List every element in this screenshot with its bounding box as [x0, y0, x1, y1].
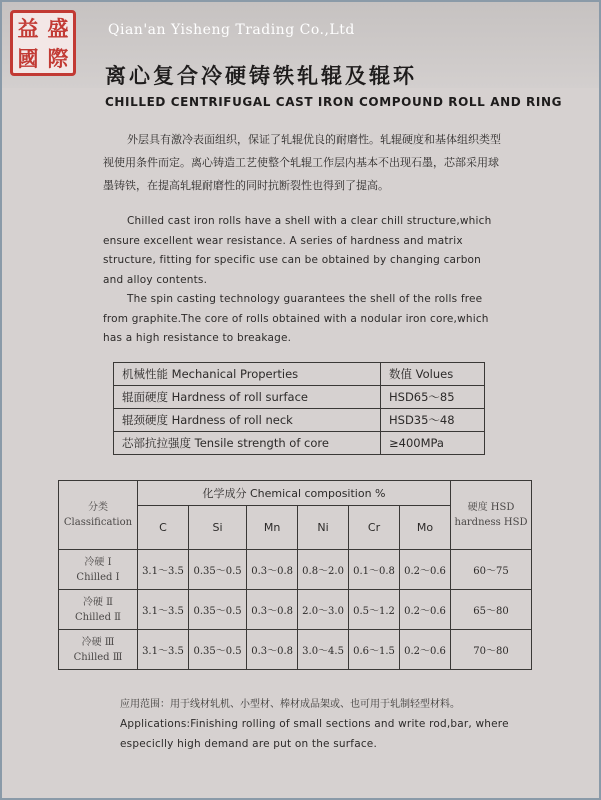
- classification-header-cn: 分类: [88, 502, 108, 513]
- property-value: HSD65～85: [381, 386, 485, 409]
- class-cell: [59, 550, 138, 590]
- value-cell: 0.2～0.6: [400, 550, 451, 590]
- class-en: Chilled Ⅰ: [76, 571, 120, 583]
- property-label: 辊颈硬度 Hardness of roll neck: [114, 409, 381, 432]
- value-cell: 0.2～0.6: [400, 590, 451, 630]
- value-cell: 0.5～1.2: [349, 590, 400, 630]
- value-cell: 0.35～0.5: [188, 630, 246, 670]
- table-row: [114, 386, 485, 409]
- applications-english: Applications:Finishing rolling of small sections and write rod,bar, where especiclly high demand are put on the surface.: [120, 718, 509, 750]
- company-name: Qian'an Yisheng Trading Co.,Ltd: [108, 22, 355, 38]
- value-cell: 0.35～0.5: [188, 550, 246, 590]
- value-cell: 2.0～3.0: [298, 590, 349, 630]
- property-label: 芯部抗拉强度 Tensile strength of core: [114, 432, 381, 455]
- property-value: ≥400MPa: [381, 432, 485, 455]
- class-cn: 冷硬 Ⅱ: [83, 596, 113, 608]
- title-chinese: 离心复合冷硬铸铁轧辊及辊环: [105, 64, 417, 88]
- value-cell: 0.1～0.8: [349, 550, 400, 590]
- properties-header-values: 数值 Volues: [381, 363, 485, 386]
- value-cell: 0.3～0.8: [247, 630, 298, 670]
- class-en: Chilled Ⅲ: [73, 651, 123, 663]
- hardness-cell: 60～75: [451, 550, 532, 590]
- class-cell: [59, 590, 138, 630]
- value-cell: 0.6～1.5: [349, 630, 400, 670]
- value-cell: 0.3～0.8: [247, 550, 298, 590]
- value-cell: 0.2～0.6: [400, 630, 451, 670]
- table-row: [59, 630, 532, 670]
- composition-header-row: [59, 481, 532, 506]
- property-value: HSD35～48: [381, 409, 485, 432]
- seal-char: 際: [47, 45, 69, 71]
- value-cell: 0.3～0.8: [247, 590, 298, 630]
- table-row: [114, 409, 485, 432]
- composition-group-header: 化学成分 Chemical composition %: [138, 481, 451, 506]
- class-cn: 冷硬 Ⅰ: [84, 556, 112, 568]
- value-cell: 0.8～2.0: [298, 550, 349, 590]
- table-row: [59, 590, 532, 630]
- chemical-composition-table: [58, 480, 532, 670]
- hardness-header-en: hardness HSD: [454, 517, 528, 528]
- element-header: C: [138, 506, 189, 550]
- table-row: [114, 432, 485, 455]
- seal-char: 益: [17, 15, 39, 41]
- element-header: Mn: [247, 506, 298, 550]
- class-cn: 冷硬 Ⅲ: [81, 636, 115, 648]
- properties-header-row: [114, 363, 485, 386]
- company-seal-logo: [10, 10, 76, 76]
- value-cell: 3.1～3.5: [138, 630, 189, 670]
- title-english: CHILLED CENTRIFUGAL CAST IRON COMPOUND ROLL AND RING: [105, 95, 563, 109]
- element-header: Si: [188, 506, 246, 550]
- classification-header: [59, 481, 138, 550]
- value-cell: 3.1～3.5: [138, 590, 189, 630]
- hardness-cell: 65～80: [451, 590, 532, 630]
- hardness-cell: 70～80: [451, 630, 532, 670]
- applications-chinese: 应用范围：用于线材轧机、小型材、棒材成品架或、也可用于轧制轻型材料。: [120, 699, 460, 710]
- table-row: [59, 550, 532, 590]
- description-english-2: The spin casting technology guarantees the shell of the rolls free from graphite.The core of rolls obtained with a nodular iron core,which has a high resistance to breakage.: [103, 293, 489, 344]
- seal-char: 盛: [47, 15, 69, 41]
- element-header: Cr: [349, 506, 400, 550]
- hardness-header: [451, 481, 532, 550]
- class-en: Chilled Ⅱ: [75, 611, 121, 623]
- value-cell: 3.0～4.5: [298, 630, 349, 670]
- class-cell: [59, 630, 138, 670]
- value-cell: 0.35～0.5: [188, 590, 246, 630]
- classification-header-en: Classification: [63, 517, 133, 528]
- description-english-1: Chilled cast iron rolls have a shell with a clear chill structure,which ensure excellent wear resistance. A series of hardness and matrix structure, fitting for specific use can be obtained by changing carbon and alloy contents.: [103, 215, 492, 286]
- properties-header-label: 机械性能 Mechanical Properties: [114, 363, 381, 386]
- value-cell: 3.1～3.5: [138, 550, 189, 590]
- description-chinese: 外层具有激冷表面组织，保证了轧辊优良的耐磨性。轧辊硬度和基体组织类型视使用条件而定。离心铸造工艺使整个轧辊工作层内基本不出现石墨，芯部采用球墨铸铁，在提高轧辊耐磨性的同时抗断裂性也得到了提高。: [103, 133, 501, 192]
- hardness-header-cn: 硬度 HSD: [467, 502, 515, 513]
- element-header: Mo: [400, 506, 451, 550]
- element-header: Ni: [298, 506, 349, 550]
- property-label: 辊面硬度 Hardness of roll surface: [114, 386, 381, 409]
- seal-char: 國: [17, 45, 39, 71]
- mechanical-properties-table: [113, 362, 485, 455]
